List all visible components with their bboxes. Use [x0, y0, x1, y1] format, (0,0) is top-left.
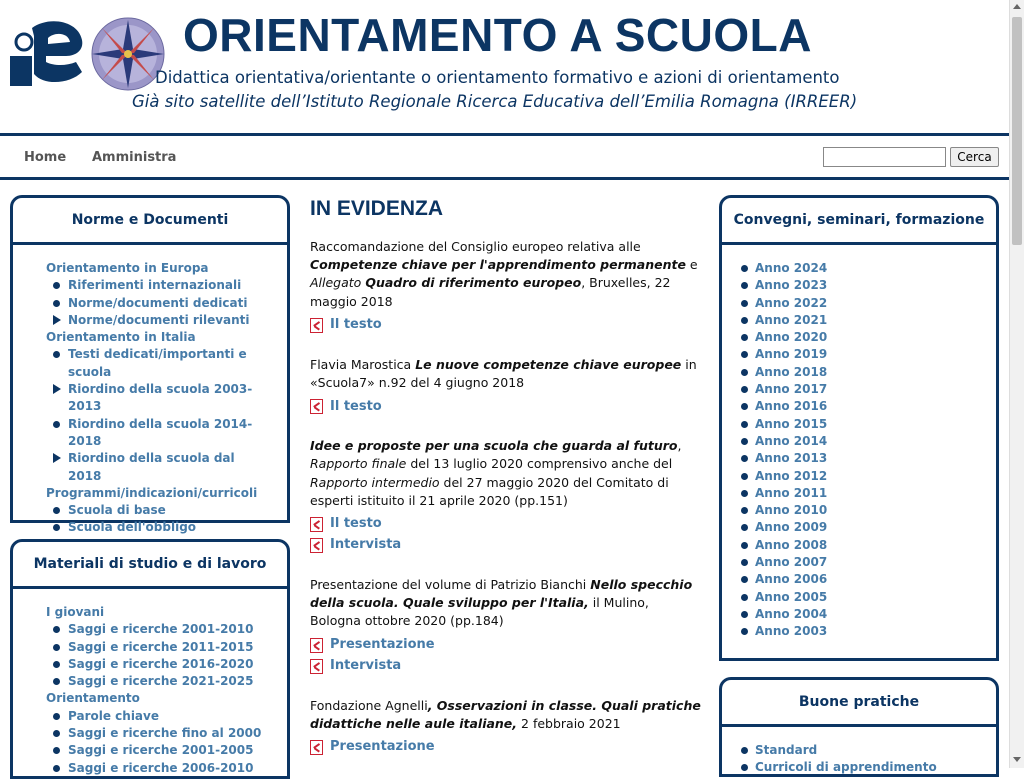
scroll-down-icon[interactable]: [1013, 757, 1021, 762]
nav-admin-link[interactable]: Amministra: [92, 150, 177, 165]
pdf-icon: [310, 659, 323, 674]
list-item[interactable]: Riordino della scuola 2014-2018: [13, 416, 287, 451]
bullet-icon: [53, 661, 60, 668]
bullet-icon: [53, 282, 60, 289]
bullet-icon: [53, 644, 60, 651]
bullet-icon: [53, 300, 60, 307]
site-header: [0, 0, 1009, 134]
list-item[interactable]: Norme/documenti dedicati: [13, 295, 287, 312]
box-title: Convegni, seminari, formazione: [722, 198, 996, 245]
news-item: Raccomandazione del Consiglio europeo relativa alle Competenze chiave per l'apprendimento permanente e Allegato Quadro di riferimento europeo, Bruxelles, 22 maggio 2018 Il testo: [310, 238, 702, 336]
year-link[interactable]: Anno 2024: [722, 260, 996, 277]
list-item[interactable]: Scuola dell'obbligo: [13, 519, 287, 536]
pdf-link[interactable]: Presentazione: [310, 737, 702, 758]
nav-home-link[interactable]: Home: [24, 150, 67, 165]
bullet-icon: [53, 626, 60, 633]
category-link[interactable]: Orientamento: [46, 691, 140, 706]
bullet-icon: [741, 507, 748, 514]
bullet-icon: [53, 765, 60, 772]
year-link[interactable]: Anno 2018: [722, 364, 996, 381]
bullet-icon: [741, 542, 748, 549]
pdf-icon: [310, 638, 323, 653]
bullet-icon: [741, 386, 748, 393]
bullet-icon: [53, 351, 60, 358]
bullet-icon: [53, 524, 60, 531]
bullet-icon: [741, 490, 748, 497]
year-link[interactable]: Anno 2016: [722, 398, 996, 415]
site-subtitle: Didattica orientativa/orientante o orientamento formativo e azioni di orientamento: [155, 68, 840, 87]
year-list: [722, 245, 996, 641]
bullet-icon: [741, 369, 748, 376]
list-item[interactable]: Saggi e ricerche fino al 2000: [13, 725, 287, 742]
news-item: Fondazione Agnelli, Osservazioni in classe. Quali pratiche didattiche nelle aule italiane, 2 febbraio 2021 Presentazione: [310, 697, 702, 758]
bullet-icon: [53, 730, 60, 737]
convegni-box: [719, 195, 999, 661]
expand-arrow-icon[interactable]: [53, 384, 61, 394]
pdf-link[interactable]: Il testo: [310, 514, 702, 535]
year-link[interactable]: Anno 2023: [722, 277, 996, 294]
list-item[interactable]: Parole chiave: [13, 708, 287, 725]
pdf-icon: [310, 318, 323, 333]
year-link[interactable]: Anno 2013: [722, 450, 996, 467]
list-item[interactable]: Saggi e ricerche 2011-2015: [13, 639, 287, 656]
page-title: IN EVIDENZA: [310, 197, 444, 220]
year-link[interactable]: Anno 2004: [722, 606, 996, 623]
bullet-icon: [53, 678, 60, 685]
bullet-icon: [741, 438, 748, 445]
year-link[interactable]: Anno 2019: [722, 346, 996, 363]
list-item[interactable]: Testi dedicati/importanti e scuola: [13, 346, 287, 381]
expand-arrow-icon[interactable]: [53, 315, 61, 325]
bullet-icon: [741, 747, 748, 754]
list-item[interactable]: Saggi e ricerche 2001-2010: [13, 621, 287, 638]
bullet-icon: [741, 421, 748, 428]
category-link[interactable]: Orientamento in Europa: [46, 261, 209, 275]
bullet-icon: [741, 282, 748, 289]
site-tagline: Già sito satellite dell’Istituto Regionale Ricerca Educativa dell’Emilia Romagna (IRREER): [132, 92, 858, 111]
pdf-link[interactable]: Il testo: [310, 396, 702, 417]
vertical-scrollbar[interactable]: [1009, 0, 1024, 768]
list-item[interactable]: Saggi e ricerche 2021-2025: [13, 673, 287, 690]
bullet-icon: [741, 628, 748, 635]
year-link[interactable]: Anno 2008: [722, 537, 996, 554]
year-link[interactable]: Anno 2005: [722, 589, 996, 606]
pdf-link[interactable]: Intervista: [310, 656, 702, 677]
bullet-icon: [741, 576, 748, 583]
year-link[interactable]: Anno 2022: [722, 295, 996, 312]
bullet-icon: [741, 317, 748, 324]
list-item[interactable]: Saggi e ricerche 2001-2005: [13, 742, 287, 759]
news-item: Flavia Marostica Le nuove competenze chiave europee in «Scuola7» n.92 del 4 giugno 2018 Il testo: [310, 356, 702, 417]
pdf-link[interactable]: Intervista: [310, 535, 702, 556]
box-title: Buone pratiche: [722, 680, 996, 727]
year-link[interactable]: Anno 2003: [722, 623, 996, 640]
bullet-icon: [53, 713, 60, 720]
bullet-icon: [741, 300, 748, 307]
pdf-icon: [310, 399, 323, 414]
pdf-link[interactable]: Presentazione: [310, 635, 702, 656]
news-item: Idee e proposte per una scuola che guarda al futuro, Rapporto finale del 13 luglio 2020 comprensivo anche del Rapporto intermedio del 27 maggio 2020 del Comitato di esperti istituito il 21 aprile 2020 (pp.151) Il testo Intervista: [310, 437, 702, 556]
year-link[interactable]: Anno 2010: [722, 502, 996, 519]
list-item[interactable]: Saggi e ricerche 2016-2020: [13, 656, 287, 673]
year-link[interactable]: Anno 2011: [722, 485, 996, 502]
list-item[interactable]: Riferimenti internazionali: [13, 277, 287, 294]
scroll-up-icon[interactable]: [1013, 4, 1021, 9]
year-link[interactable]: Anno 2006: [722, 571, 996, 588]
bullet-icon: [741, 334, 748, 341]
year-link[interactable]: Anno 2020: [722, 329, 996, 346]
list-item[interactable]: Saggi e ricerche 2006-2010: [13, 760, 287, 777]
bullet-icon: [741, 403, 748, 410]
site-title: ORIENTAMENTO A SCUOLA: [183, 9, 812, 61]
category-link[interactable]: Programmi/indicazioni/curricoli: [46, 485, 258, 500]
year-link[interactable]: Anno 2017: [722, 381, 996, 398]
bullet-icon: [741, 473, 748, 480]
bullet-icon: [741, 455, 748, 462]
bullet-icon: [741, 594, 748, 601]
news-item: Presentazione del volume di Patrizio Bianchi Nello specchio della scuola. Quale sviluppo per l'Italia, il Mulino, Bologna ottobre 2020 (pp.184) Presentazione Intervista: [310, 576, 702, 677]
bullet-icon: [741, 764, 748, 771]
list-item[interactable]: Riordino della scuola 2003-2013: [13, 381, 287, 416]
norme-documenti-box: [10, 195, 290, 535]
ire-logo-icon[interactable]: [8, 16, 84, 88]
bullet-icon: [53, 747, 60, 754]
pdf-icon: [310, 740, 323, 755]
box-title: Norme e Documenti: [13, 198, 287, 245]
list-item[interactable]: Norme/documenti rilevanti: [13, 312, 287, 329]
bullet-icon: [741, 559, 748, 566]
pdf-icon: [310, 517, 323, 532]
buone-pratiche-box: [719, 677, 999, 777]
bullet-icon: [741, 611, 748, 618]
scrollbar-thumb[interactable]: [1012, 17, 1022, 245]
bullet-icon: [53, 507, 60, 514]
list-item[interactable]: Standard: [722, 742, 996, 759]
list-item[interactable]: Scuola di base: [13, 502, 287, 519]
search-input[interactable]: [823, 147, 946, 167]
year-link[interactable]: Anno 2012: [722, 468, 996, 485]
pdf-icon: [310, 538, 323, 553]
bullet-icon: [741, 351, 748, 358]
year-link[interactable]: Anno 2014: [722, 433, 996, 450]
bullet-icon: [741, 265, 748, 272]
list-item[interactable]: Curricoli di apprendimento: [722, 759, 996, 776]
search-button[interactable]: Cerca: [950, 147, 999, 167]
year-link[interactable]: Anno 2007: [722, 554, 996, 571]
list-item[interactable]: Riordino della scuola dal 2018: [13, 450, 287, 485]
category-link[interactable]: Orientamento in Italia: [46, 330, 196, 345]
bullet-icon: [741, 524, 748, 531]
year-link[interactable]: Anno 2021: [722, 312, 996, 329]
expand-arrow-icon[interactable]: [53, 453, 61, 463]
pdf-link[interactable]: Il testo: [310, 315, 702, 336]
box-title: Materiali di studio e di lavoro: [13, 542, 287, 589]
main-nav-bar: [0, 133, 1009, 180]
bullet-icon: [53, 421, 60, 428]
category-link[interactable]: I giovani: [46, 605, 105, 619]
materiali-studio-box: [10, 539, 290, 779]
main-content: [310, 197, 702, 778]
year-link[interactable]: Anno 2015: [722, 416, 996, 433]
year-link[interactable]: Anno 2009: [722, 519, 996, 536]
